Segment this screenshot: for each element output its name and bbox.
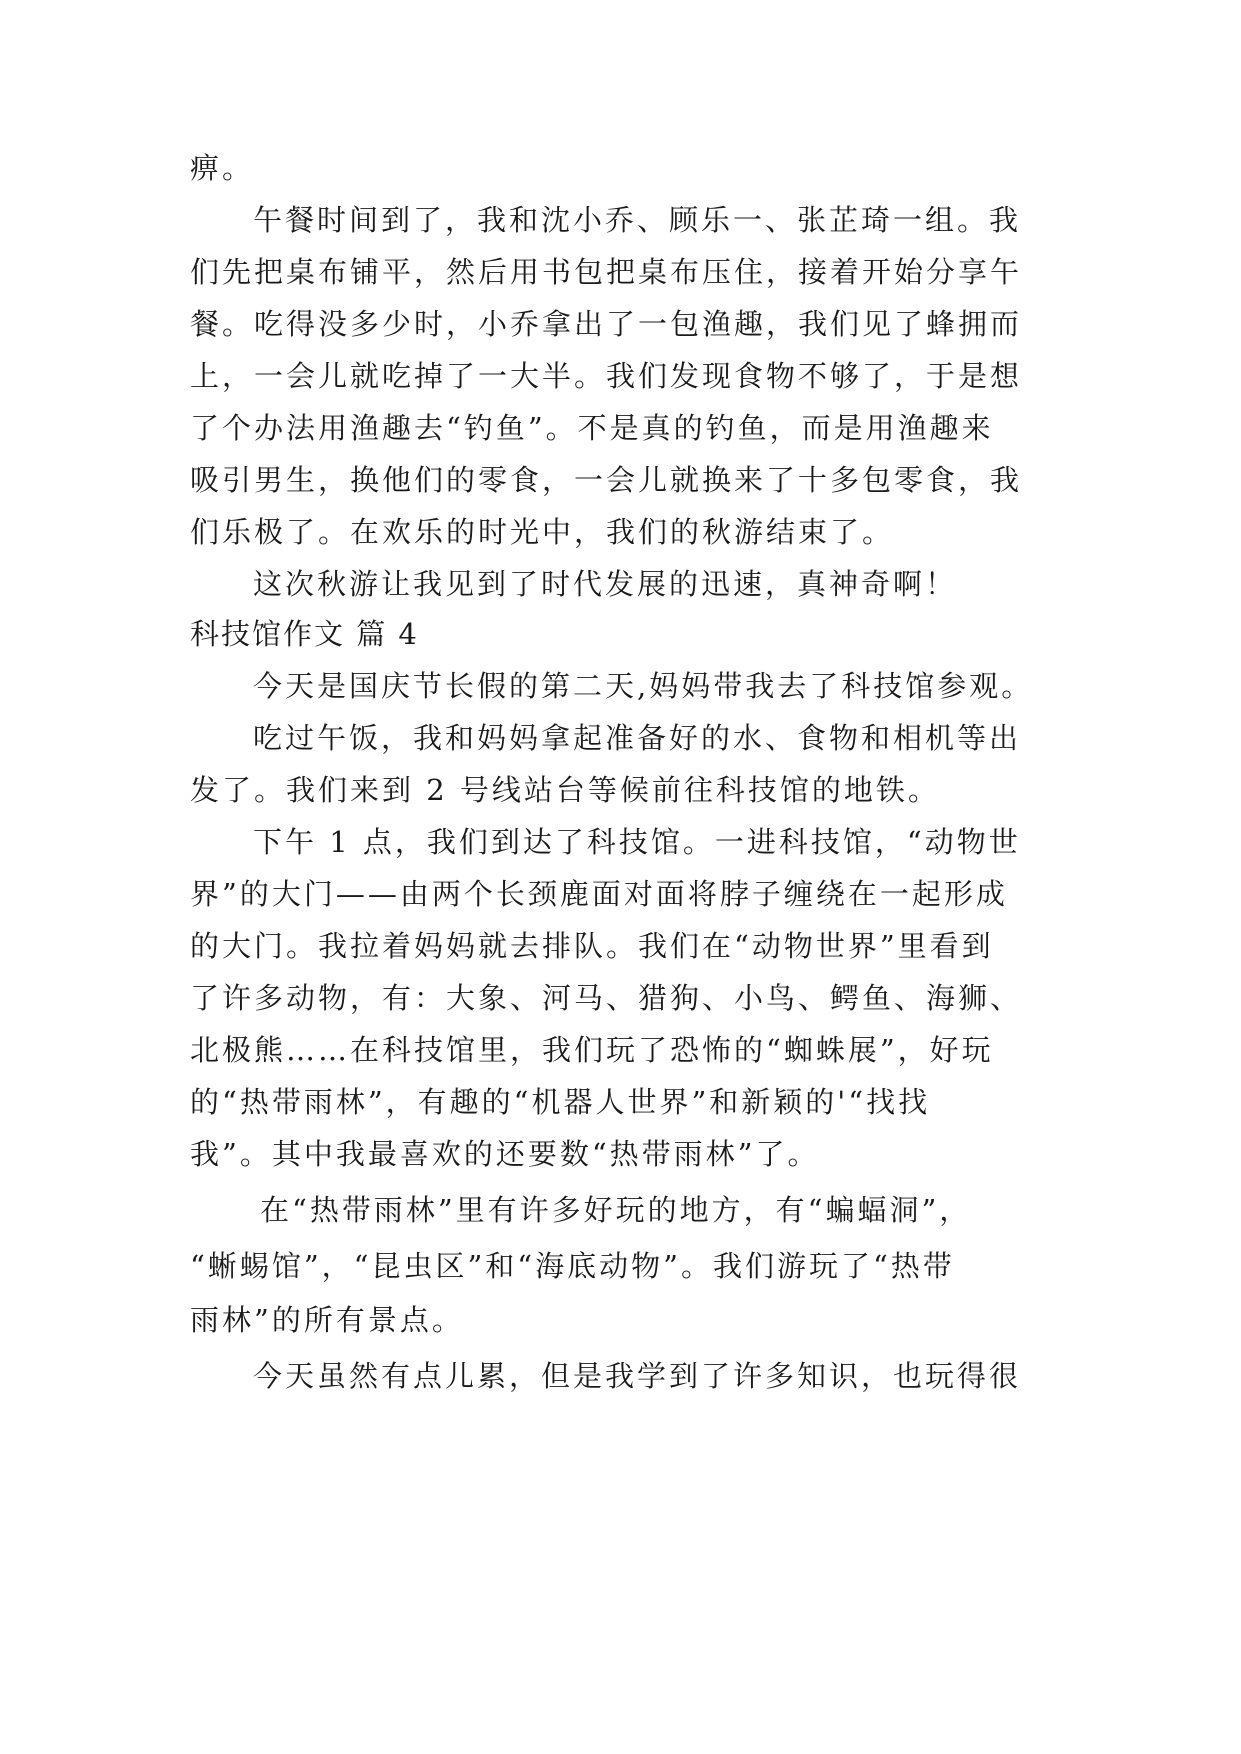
text-line: 痹。 (190, 151, 255, 185)
paragraph-line: 下午 1 点，我们到达了科技馆。一进科技馆，“动物世 (253, 825, 1021, 859)
text-line: 发了。我们来到 2 号线站台等候前往科技馆的地铁。 (190, 773, 940, 807)
text-line: 的大门。我拉着妈妈就去排队。我们在“动物世界”里看到 (190, 929, 994, 963)
text-line: “蜥蜴馆”，“昆虫区”和“海底动物”。我们游玩了“热带 (190, 1249, 955, 1283)
paragraph-line: 今天虽然有点儿累，但是我学到了许多知识，也玩得很 (253, 1359, 1022, 1393)
text-line: 上，一会儿就吃掉了一大半。我们发现食物不够了，于是想 (190, 359, 1023, 393)
paragraph-line: 这次秋游让我见到了时代发展的迅速，真神奇啊！ (253, 567, 958, 601)
text-line: 们先把桌布铺平，然后用书包把桌布压住，接着开始分享午 (190, 255, 1023, 289)
text-line: 我”。其中我最喜欢的还要数“热带雨林”了。 (190, 1137, 820, 1171)
text-line: 们乐极了。在欢乐的时光中，我们的秋游结束了。 (190, 515, 895, 549)
paragraph-line: 吃过午饭，我和妈妈拿起准备好的水、食物和相机等出 (253, 721, 1022, 755)
text-line: 的“热带雨林”，有趣的“机器人世界”和新颖的'“找找 (190, 1085, 931, 1119)
text-line: 雨林”的所有景点。 (190, 1303, 464, 1337)
paragraph-line: 今天是国庆节长假的第二天,妈妈带我去了科技馆参观。 (253, 669, 1034, 703)
text-line: 界”的大门——由两个长颈鹿面对面将脖子缠绕在一起形成 (190, 877, 1008, 911)
paragraph-line: 在“热带雨林”里有许多好玩的地方，有“蝙蝠洞”， (260, 1193, 972, 1227)
text-line: 吸引男生，换他们的零食，一会儿就换来了十多包零食，我 (190, 463, 1023, 497)
text-line: 了许多动物，有：大象、河马、猎狗、小鸟、鳄鱼、海狮、 (190, 981, 1023, 1015)
section-heading: 科技馆作文 篇 4 (190, 617, 419, 651)
text-line: 了个办法用渔趣去“钓鱼”。不是真的钓鱼，而是用渔趣来 (190, 411, 994, 445)
text-line: 北极熊……在科技馆里，我们玩了恐怖的“蜘蛛展”，好玩 (190, 1033, 994, 1067)
text-line: 餐。吃得没多少时，小乔拿出了一包渔趣，我们见了蜂拥而 (190, 307, 1023, 341)
paragraph-line: 午餐时间到了，我和沈小乔、顾乐一、张芷琦一组。我 (253, 203, 1022, 237)
